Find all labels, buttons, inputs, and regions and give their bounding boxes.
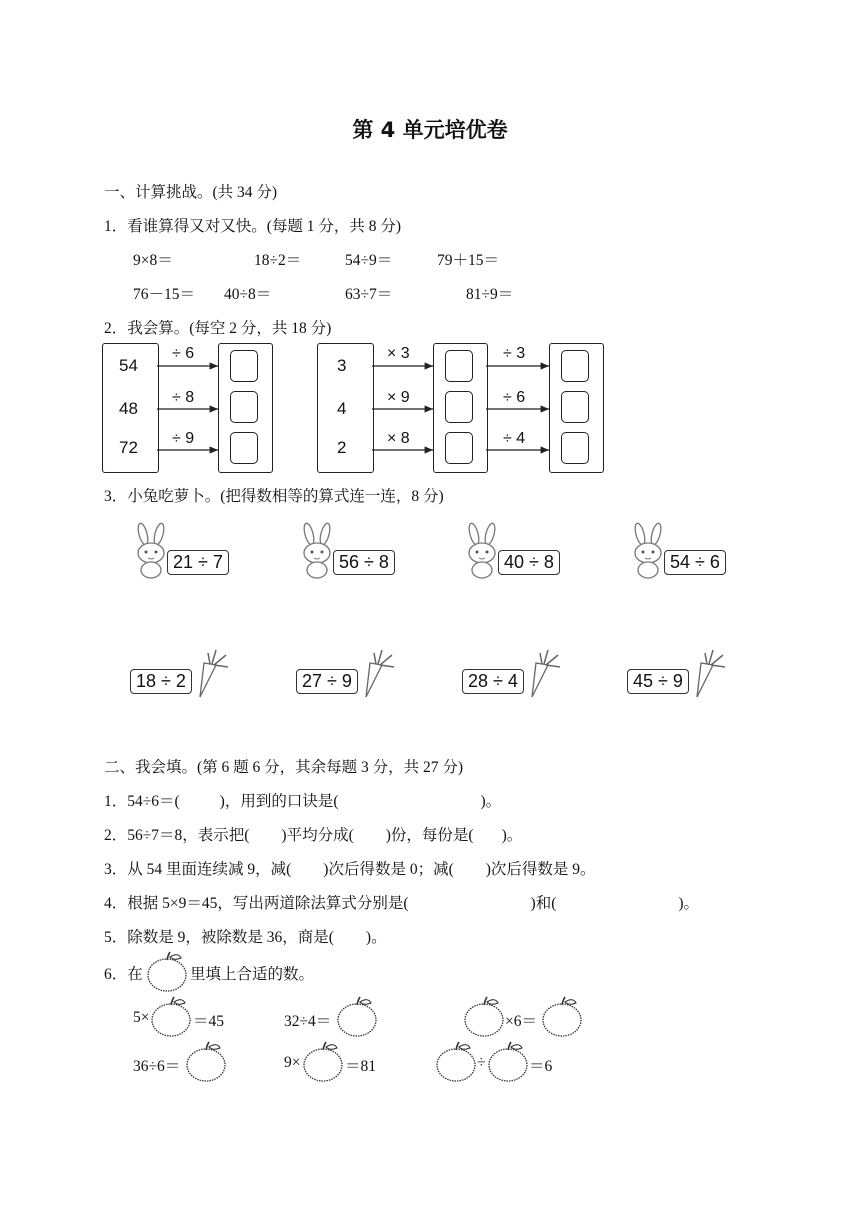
carrot-expression[interactable]: 27 ÷ 9 [296,669,358,694]
apple-icon[interactable] [185,1041,227,1083]
middle-number: 4 [337,399,347,418]
operator-label: ÷ 8 [172,389,195,406]
q2-5-text: 5．除数是 9，被除数是 36，商是( )。 [104,929,387,946]
q2-4-text: 4．根据 5×9＝45，写出两道除法算式分别是( )和( )。 [104,895,700,912]
equation-part: ＝6 [529,1058,553,1075]
operator-label: ÷ 6 [172,345,195,362]
equation-part: 5× [133,1009,150,1026]
q2-6-text-b: 里填上合适的数。 [190,966,315,983]
operator-label: × 8 [387,430,410,447]
calc-item: 76－15＝ [133,286,196,303]
calc-item: 54÷9＝ [345,252,393,269]
calc-item: 18÷2＝ [254,252,302,269]
calc-item: 81÷9＝ [466,286,514,303]
carrot-icon [522,645,564,700]
carrot-expression[interactable]: 28 ÷ 4 [462,669,524,694]
apple-icon[interactable] [302,1041,344,1083]
q1-3-label: 3．小兔吃萝卜。(把得数相等的算式连一连，8 分) [104,488,444,505]
carrot-icon [356,645,398,700]
calc-item: 79＋15＝ [437,252,500,269]
equation-part: ×6＝ [505,1013,537,1030]
left-number: 72 [119,438,138,457]
apple-icon[interactable] [150,996,192,1038]
operator-label: ÷ 3 [503,345,526,362]
apple-icon[interactable] [541,996,583,1038]
carrot-expression[interactable]: 45 ÷ 9 [627,669,689,694]
carrot-expression[interactable]: 18 ÷ 2 [130,669,192,694]
apple-icon[interactable] [487,1041,529,1083]
left-number: 54 [119,356,138,375]
page-title: 第 4 单元培优卷 [352,118,508,142]
carrot-icon [190,645,232,700]
q2-6-text-a: 6．在 [104,966,143,983]
apple-icon[interactable] [463,996,505,1038]
carrot-icon [687,645,729,700]
equation-part: 9× [284,1054,301,1071]
operator-label: ÷ 9 [172,430,195,447]
rabbit-expression[interactable]: 21 ÷ 7 [167,550,229,575]
equation-part: ＝81 [345,1058,377,1075]
q1-2-label: 2．我会算。(每空 2 分，共 18 分) [104,320,332,337]
equation-part: 36÷6＝ [133,1058,181,1075]
q2-1-text: 1．54÷6＝( )，用到的口诀是( )。 [104,793,502,810]
calc-item: 63÷7＝ [345,286,393,303]
middle-number: 3 [337,356,347,375]
calc-item: 9×8＝ [133,252,173,269]
equation-part: ÷ [477,1054,486,1071]
q2-3-text: 3．从 54 里面连续减 9，减( )次后得数是 0；减( )次后得数是 9。 [104,861,596,878]
calc-item: 40÷8＝ [224,286,272,303]
operator-label: ÷ 4 [503,430,526,447]
rabbit-expression[interactable]: 40 ÷ 8 [498,550,560,575]
q2-2-text: 2．56÷7＝8，表示把( )平均分成( )份，每份是( )。 [104,827,523,844]
apple-icon[interactable] [336,996,378,1038]
middle-number: 2 [337,438,347,457]
section-1-heading: 一、计算挑战。(共 34 分) [104,184,278,201]
rabbit-expression[interactable]: 54 ÷ 6 [664,550,726,575]
rabbit-expression[interactable]: 56 ÷ 8 [333,550,395,575]
apple-icon[interactable] [146,951,188,993]
equation-part: ＝45 [193,1013,225,1030]
operator-label: × 3 [387,345,410,362]
operator-label: × 9 [387,389,410,406]
apple-icon[interactable] [435,1041,477,1083]
operator-label: ÷ 6 [503,389,526,406]
q1-1-label: 1．看谁算得又对又快。(每题 1 分，共 8 分) [104,218,402,235]
left-number: 48 [119,399,138,418]
equation-part: 32÷4＝ [284,1013,332,1030]
section-2-heading: 二、我会填。(第 6 题 6 分，其余每题 3 分，共 27 分) [104,759,464,776]
